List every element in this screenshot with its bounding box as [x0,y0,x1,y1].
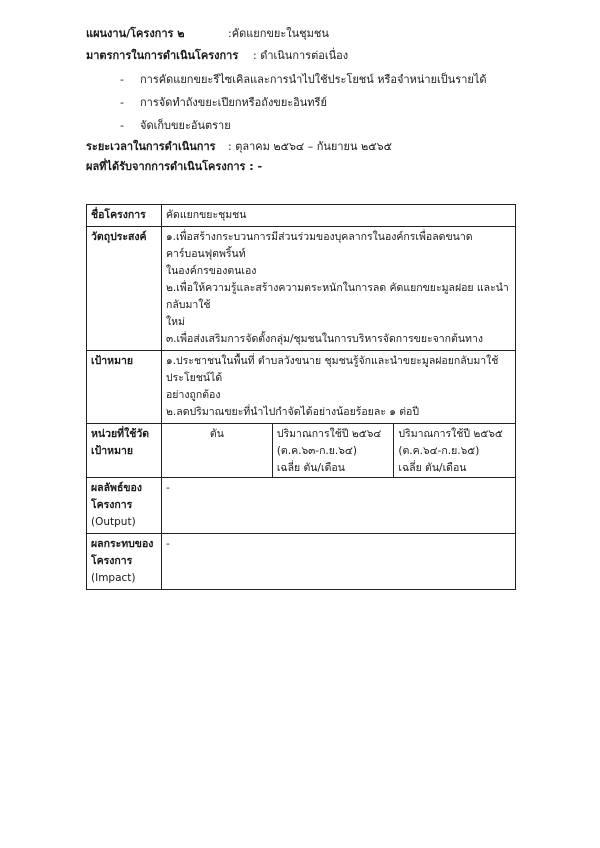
impact-label-line: ผลกระทบของ [91,538,154,550]
output-label-line: ผลลัพธ์ของ [91,482,142,494]
project-name-label: ชื่อโครงการ [87,205,162,227]
table-row [87,351,516,424]
target-line: อย่างถูกต้อง [166,389,221,401]
table-row [87,227,516,351]
project-table [86,204,516,590]
usage-line: (ต.ค.๖๓-ก.ย.๖๔) [276,445,357,457]
output-value: - [162,478,516,534]
results-label: ผลที่ได้รับจากการดำเนินโครงการ : - [86,160,263,173]
period-label: ระยะเวลาในการดำเนินการ [86,140,216,153]
period-value: : ตุลาคม ๒๕๖๔ – กันยายน ๒๕๖๕ [228,140,392,153]
unit-label-line: เป้าหมาย [91,445,134,457]
bullet-item: การคัดแยกขยะรีไซเคิลและการนำไปใช้ประโยชน์ หรือจำหน่ายเป็นรายได้ [140,73,487,86]
plan-label: แผนงาน/โครงการ ๒ [86,27,185,40]
project-name-value: คัดแยกขยะชุมชน [162,205,516,227]
usage-2565 [394,424,515,477]
table-row [87,534,516,590]
usage-line: เฉลี่ย ตัน/เดือน [398,462,467,474]
usage-2564 [272,424,394,477]
plan-value: :คัดแยกขยะในชุมชน [228,27,329,40]
measure-label: มาตรการในการดำเนินโครงการ [86,49,239,62]
bullet-item: จัดเก็บขยะอันตราย [140,119,231,132]
table-row [87,424,516,478]
output-label-line: (Output) [91,516,136,528]
usage-line: (ต.ค.๖๔-ก.ย.๖๕) [398,445,480,457]
objective-line: ๒.เพื่อให้ความรู้และสร้างความตระหนักในการลด คัดแยกขยะมูลฝอย และนำกลับมาใช้ [166,282,509,311]
impact-label-line: (Impact) [91,572,136,584]
impact-label [87,534,162,590]
target-line: ๑.ประชาชนในพื้นที่ ตำบลวังขนาย ชุมชนรู้จักและนำขยะมูลฝอยกลับมาใช้ประโยชน์ได้ [166,355,499,384]
impact-label-line: โครงการ [91,555,133,567]
table-row [87,478,516,534]
target-line: ๒.ลดปริมาณขยะที่นำไปกำจัดได้อย่างน้อยร้อยละ ๑ ต่อปี [166,406,420,418]
output-label-line: โครงการ [91,499,133,511]
bullet-dash: - [120,73,124,86]
table-row [87,205,516,227]
bullet-item: การจัดทำถังขยะเปียกหรือถังขยะอินทรีย์ [140,96,327,109]
usage-line: ปริมาณการใช้ปี ๒๕๖๔ [276,428,382,440]
usage-line: เฉลี่ย ตัน/เดือน [276,462,345,474]
output-label [87,478,162,534]
usage-line: ปริมาณการใช้ปี ๒๕๖๕ [398,428,503,440]
objective-value [162,227,516,351]
unit-label [87,424,162,478]
unit-subtable [162,424,515,477]
unit-ton: ตัน [209,428,224,440]
target-label: เป้าหมาย [87,351,162,424]
unit-label-line: หน่วยที่ใช้วัด [91,428,150,440]
objective-line: ๓.เพื่อส่งเสริมการจัดตั้งกลุ่ม/ชุมชนในการบริหารจัดการขยะจากต้นทาง [166,333,483,345]
impact-value: - [162,534,516,590]
target-value [162,351,516,424]
objective-line: ในองค์กรของตนเอง [166,265,257,277]
bullet-dash: - [120,96,124,109]
objective-line: ใหม่ [166,316,185,328]
objective-line: ๑.เพื่อสร้างกระบวนการมีส่วนร่วมของบุคลากรในองค์กรเพื่อลดขนาดคาร์บอนฟุตพริ้นท์ [166,231,473,260]
objective-label: วัตถุประสงค์ [87,227,162,351]
unit-value [162,424,516,478]
measure-value: : ดำเนินการต่อเนื่อง [253,49,349,62]
bullet-dash: - [120,119,124,132]
